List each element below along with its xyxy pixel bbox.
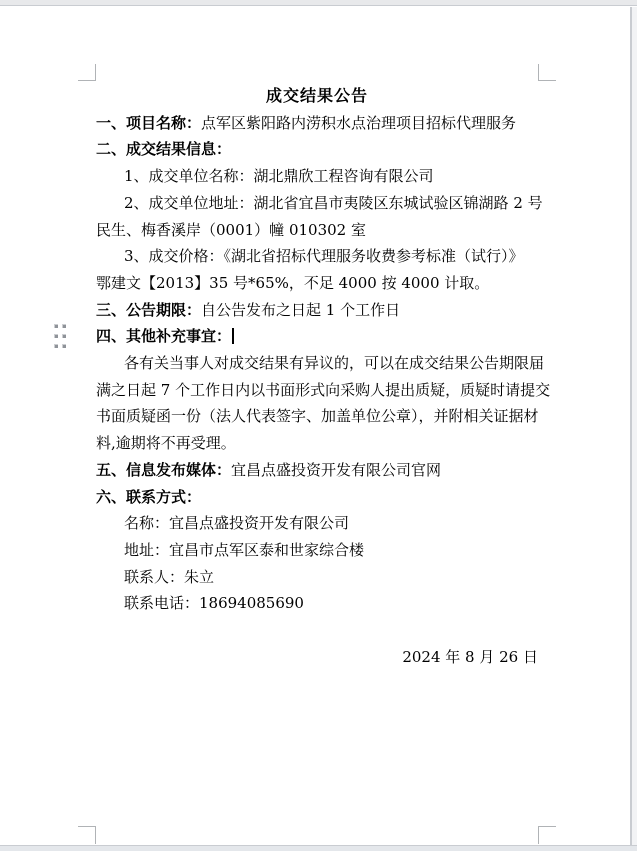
canvas-bottom-gutter	[0, 845, 637, 851]
page-right-edge	[630, 7, 637, 845]
handle-dot	[62, 324, 66, 328]
text-run: 料,逾期将不再受理。	[96, 434, 236, 453]
document-line[interactable]	[96, 644, 538, 671]
canvas-top-gutter	[0, 0, 637, 6]
document-title[interactable]	[96, 83, 538, 110]
text-run: 联系人：朱立	[124, 567, 215, 586]
text-run: 六、联系方式：	[96, 487, 202, 506]
document-line[interactable]	[96, 617, 538, 644]
text-run: 五、信息发布媒体：	[96, 460, 232, 479]
text-run: 鄂建文【2013】35 号*65%，不足 4000 按 4000 计取。	[96, 273, 490, 292]
document-line[interactable]	[96, 564, 538, 591]
text-run: 2024 年 8 月 26 日	[402, 647, 538, 666]
text-run: 联系电话：18694085690	[124, 594, 304, 613]
text-run: 成交结果公告	[265, 86, 368, 105]
handle-dot	[54, 334, 58, 338]
paragraph-drag-handle-icon[interactable]	[54, 324, 66, 348]
document-line[interactable]	[96, 590, 538, 617]
text-run: 地址：宜昌市点军区泰和世家综合楼	[124, 540, 365, 559]
document-line[interactable]	[96, 350, 545, 377]
document-line[interactable]	[96, 484, 538, 511]
text-run: 自公告发布之日起 1 个工作日	[201, 300, 401, 319]
text-run: 各有关当事人对成交结果有异议的，可以在成交结果公告期限届	[124, 354, 545, 373]
text-run: 宜昌点盛投资开发有限公司官网	[231, 460, 442, 479]
document-line[interactable]	[96, 537, 538, 564]
text-run: 2、成交单位地址：湖北省宜昌市夷陵区东城试验区锦湖路 2 号	[124, 193, 543, 212]
handle-dot	[62, 344, 66, 348]
document-line[interactable]	[96, 403, 538, 430]
text-run: 点军区紫阳路内涝积水点治理项目招标代理服务	[201, 113, 517, 132]
text-run: 满之日起 7 个工作日内以书面形式向采购人提出质疑，质疑时请提交	[96, 380, 551, 399]
document-line[interactable]	[96, 297, 538, 324]
document-line[interactable]	[96, 377, 551, 404]
document-line[interactable]	[96, 136, 538, 163]
text-run: 1、成交单位名称：湖北鼎欣工程咨询有限公司	[124, 167, 434, 186]
document-line[interactable]	[96, 243, 538, 270]
document-line[interactable]	[96, 457, 538, 484]
text-run: 二、成交结果信息：	[96, 140, 232, 159]
handle-dot	[54, 324, 58, 328]
text-run: 名称：宜昌点盛投资开发有限公司	[124, 514, 350, 533]
text-run: 3、成交价格：《湖北省招标代理服务收费参考标准（试行）》	[124, 247, 524, 266]
text-run: 一、项目名称：	[96, 113, 202, 132]
handle-dot	[62, 334, 66, 338]
crop-mark-top-left-icon	[78, 64, 96, 81]
text-run: 四、其他补充事宜：	[96, 327, 232, 346]
crop-mark-bottom-left-icon	[78, 826, 96, 844]
document-line[interactable]	[96, 430, 538, 457]
handle-dot	[54, 344, 58, 348]
text-run: 书面质疑函一份（法人代表签字、加盖单位公章），并附相关证据材	[96, 407, 539, 426]
document-line[interactable]	[96, 510, 538, 537]
document-line[interactable]	[96, 323, 538, 350]
document-line[interactable]	[96, 217, 538, 244]
text-run: 三、公告期限：	[96, 300, 202, 319]
text-run: 民生、梅香溪岸（0001）幢 010302 室	[96, 220, 366, 239]
crop-mark-top-right-icon	[538, 64, 556, 81]
document-line[interactable]	[96, 110, 538, 137]
document-line[interactable]	[96, 190, 543, 217]
document-content[interactable]	[96, 83, 551, 670]
document-line[interactable]	[96, 270, 538, 297]
crop-mark-bottom-right-icon	[538, 826, 556, 844]
document-line[interactable]	[96, 163, 538, 190]
text-cursor	[232, 328, 234, 344]
